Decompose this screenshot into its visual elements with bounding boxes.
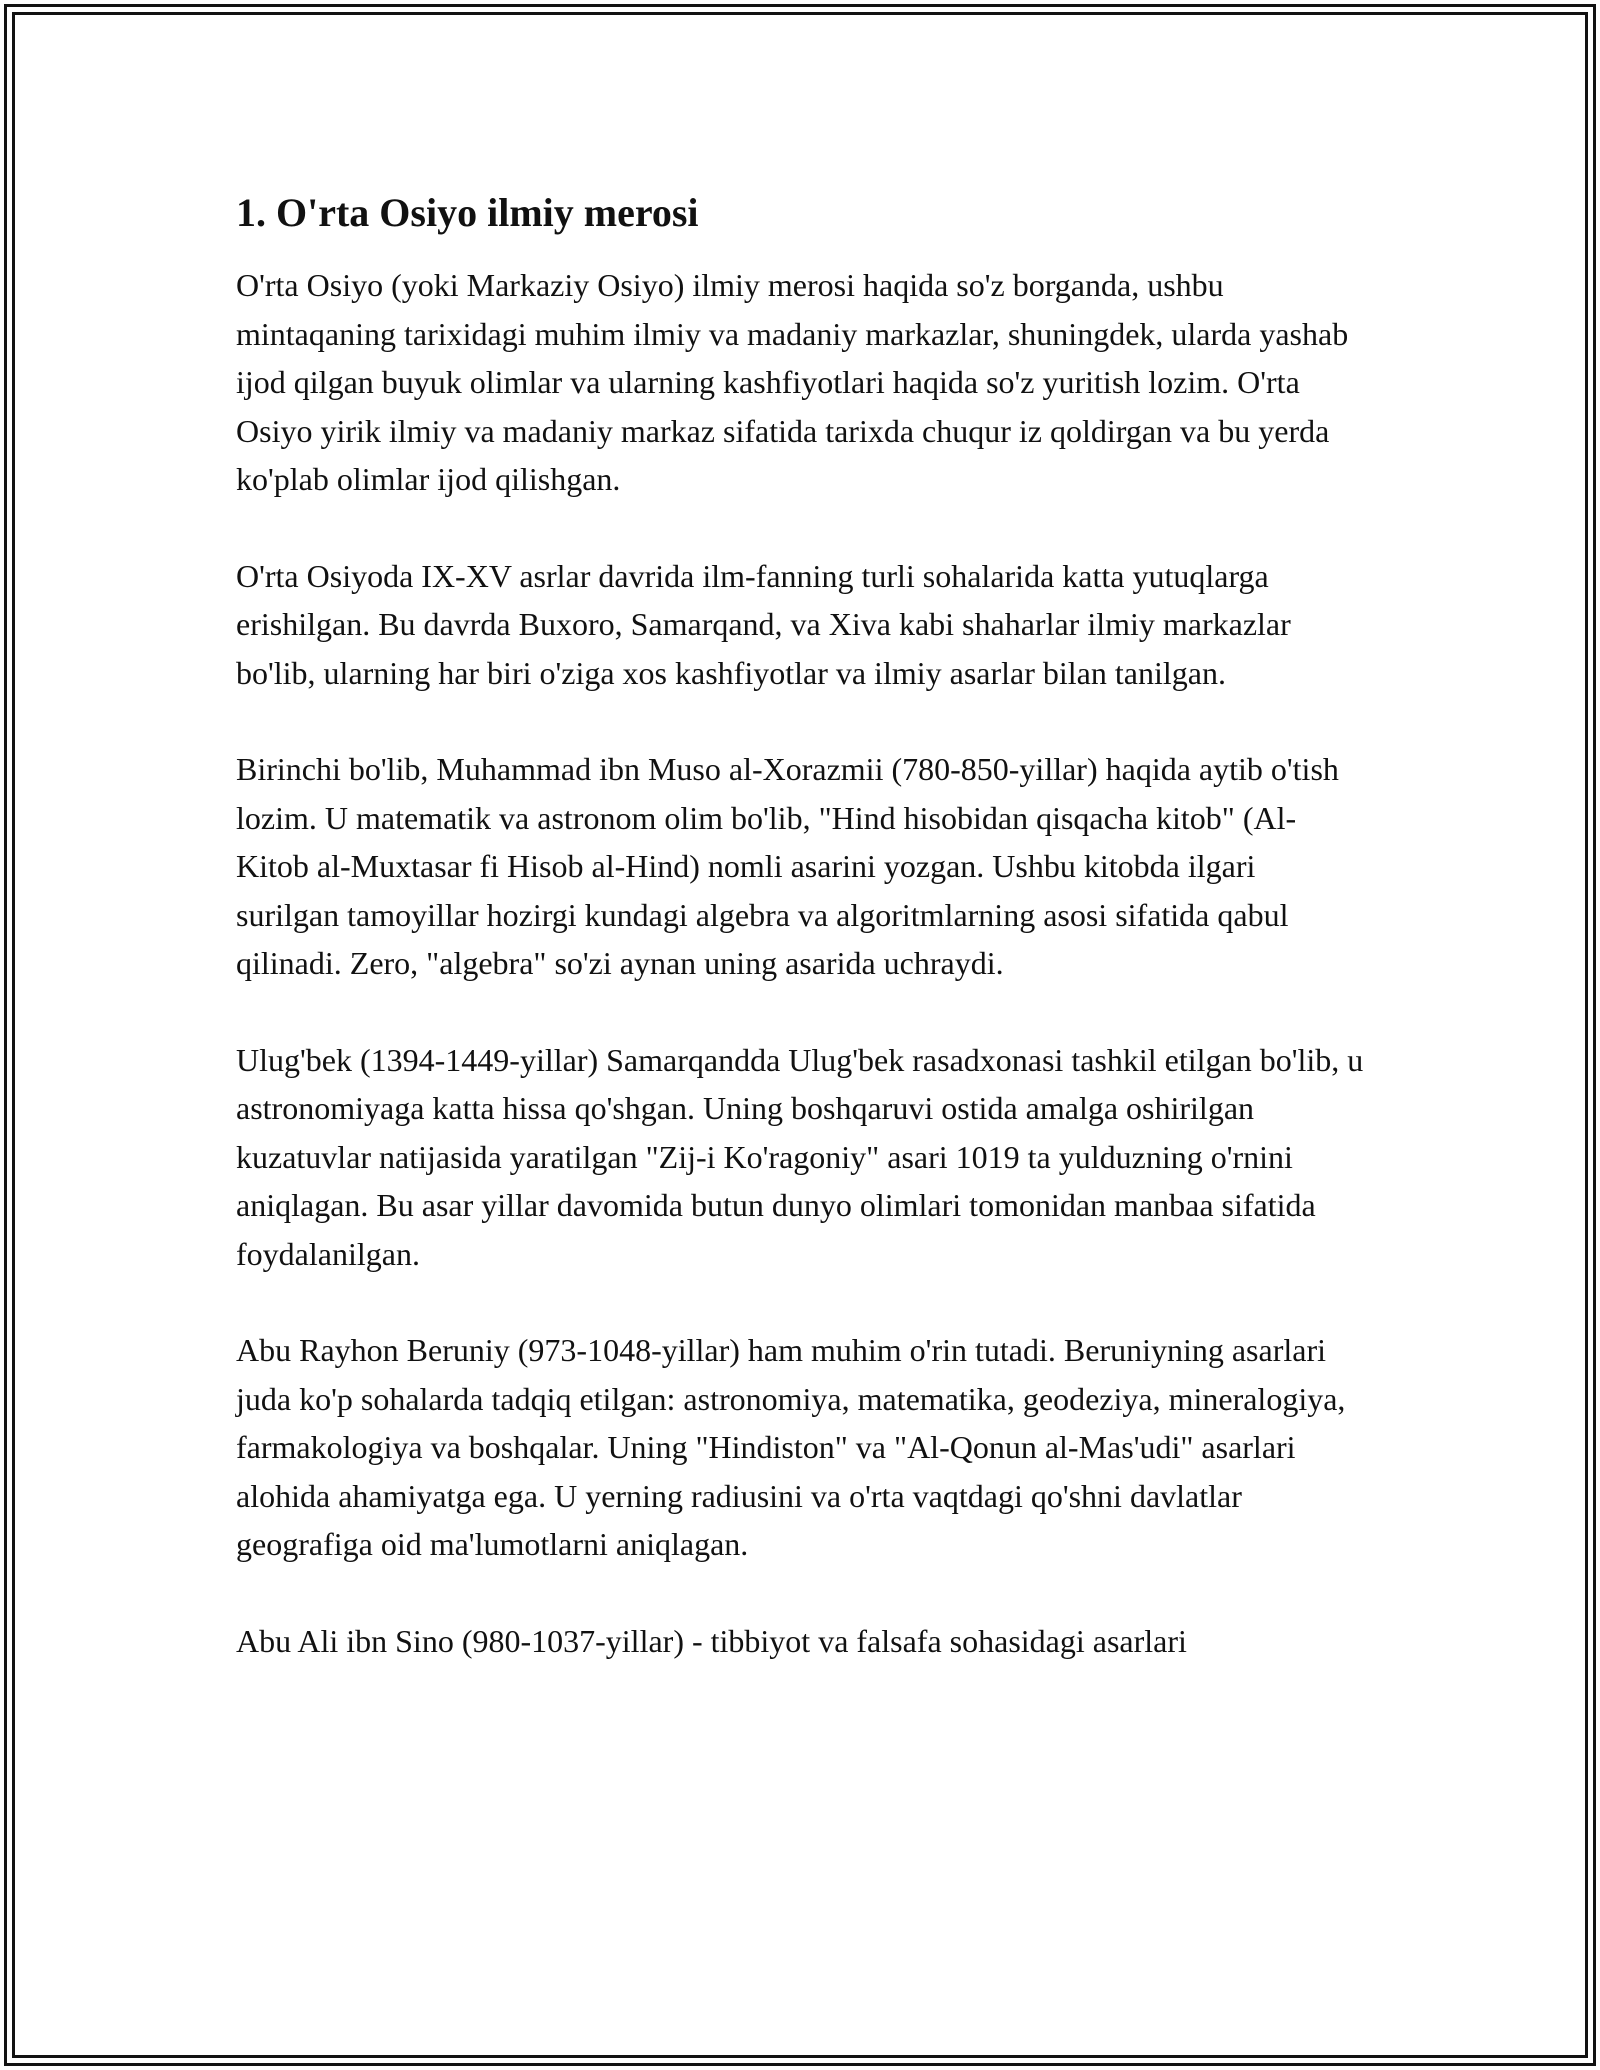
document-body bbox=[236, 187, 1366, 1713]
paragraph-al-xorazmiy: Birinchi bo'lib, Muhammad ibn Muso al-Xorazmii (780-850-yillar) haqida aytib o'tish lozim. U matematik va astronom olim bo'lib, "Hind hisobidan qisqacha kitob" (Al-Kitob al-Muxtasar fi Hisob al-Hind) nomli asarini yozgan. Ushbu kitobda ilgari surilgan tamoyillar hozirgi kundagi algebra va algoritmlarning asosi sifatida qabul qilinadi. Zero, "algebra" so'zi aynan uning asarida uchraydi. bbox=[236, 751, 1339, 981]
paragraph-ix-xv-centuries: O'rta Osiyoda IX-XV asrlar davrida ilm-fanning turli sohalarida katta yutuqlarga erishilgan. Bu davrda Buxoro, Samarqand, va Xiva kabi shaharlar ilmiy markazlar bo'lib, ularning har biri o'ziga xos kashfiyotlar va ilmiy asarlar bilan tanilgan. bbox=[236, 557, 1291, 691]
paragraph-beruniy: Abu Rayhon Beruniy (973-1048-yillar) ham muhim o'rin tutadi. Beruniyning asarlari juda ko'p sohalarda tadqiq etilgan: astronomiya, matematika, geodeziya, mineralogiya, farmakologiya va boshqalar. Uning "Hindiston" va "Al-Qonun al-Mas'udi" asarlari alohida ahamiyatga ega. U yerning radiusini va o'rta vaqtdagi qo'shni davlatlar geografiga oid ma'lumotlarni aniqlagan. bbox=[236, 1332, 1346, 1562]
page-title: 1. O'rta Osiyo ilmiy merosi bbox=[236, 190, 699, 235]
paragraph-scientific-heritage-intro: O'rta Osiyo (yoki Markaziy Osiyo) ilmiy merosi haqida so'z borganda, ushbu mintaqaning tarixidagi muhim ilmiy va madaniy markazlar, shuningdek, ularda yashab ijod qilgan buyuk olimlar va ularning kashfiyotlari haqida so'z yuritish lozim. O'rta Osiyo yirik ilmiy va madaniy markaz sifatida tarixda chuqur iz qoldirgan va bu yerda ko'plab olimlar ijod qilishgan. bbox=[236, 267, 1349, 497]
paragraph-ulugbek: Ulug'bek (1394-1449-yillar) Samarqandda Ulug'bek rasadxonasi tashkil etilgan bo'lib, u astronomiyaga katta hissa qo'shgan. Uning boshqaruvi ostida amalga oshirilgan kuzatuvlar natijasida yaratilgan "Zij-i Ko'ragoniy" asari 1019 ta yulduzning o'rnini aniqlagan. Bu asar yillar davomida butun dunyo olimlari tomonidan manbaa sifatida foydalanilgan. bbox=[236, 1041, 1364, 1272]
paragraph-ibn-sino: Abu Ali ibn Sino (980-1037-yillar) - tibbiyot va falsafa sohasidagi asarlari bbox=[236, 1622, 1187, 1659]
